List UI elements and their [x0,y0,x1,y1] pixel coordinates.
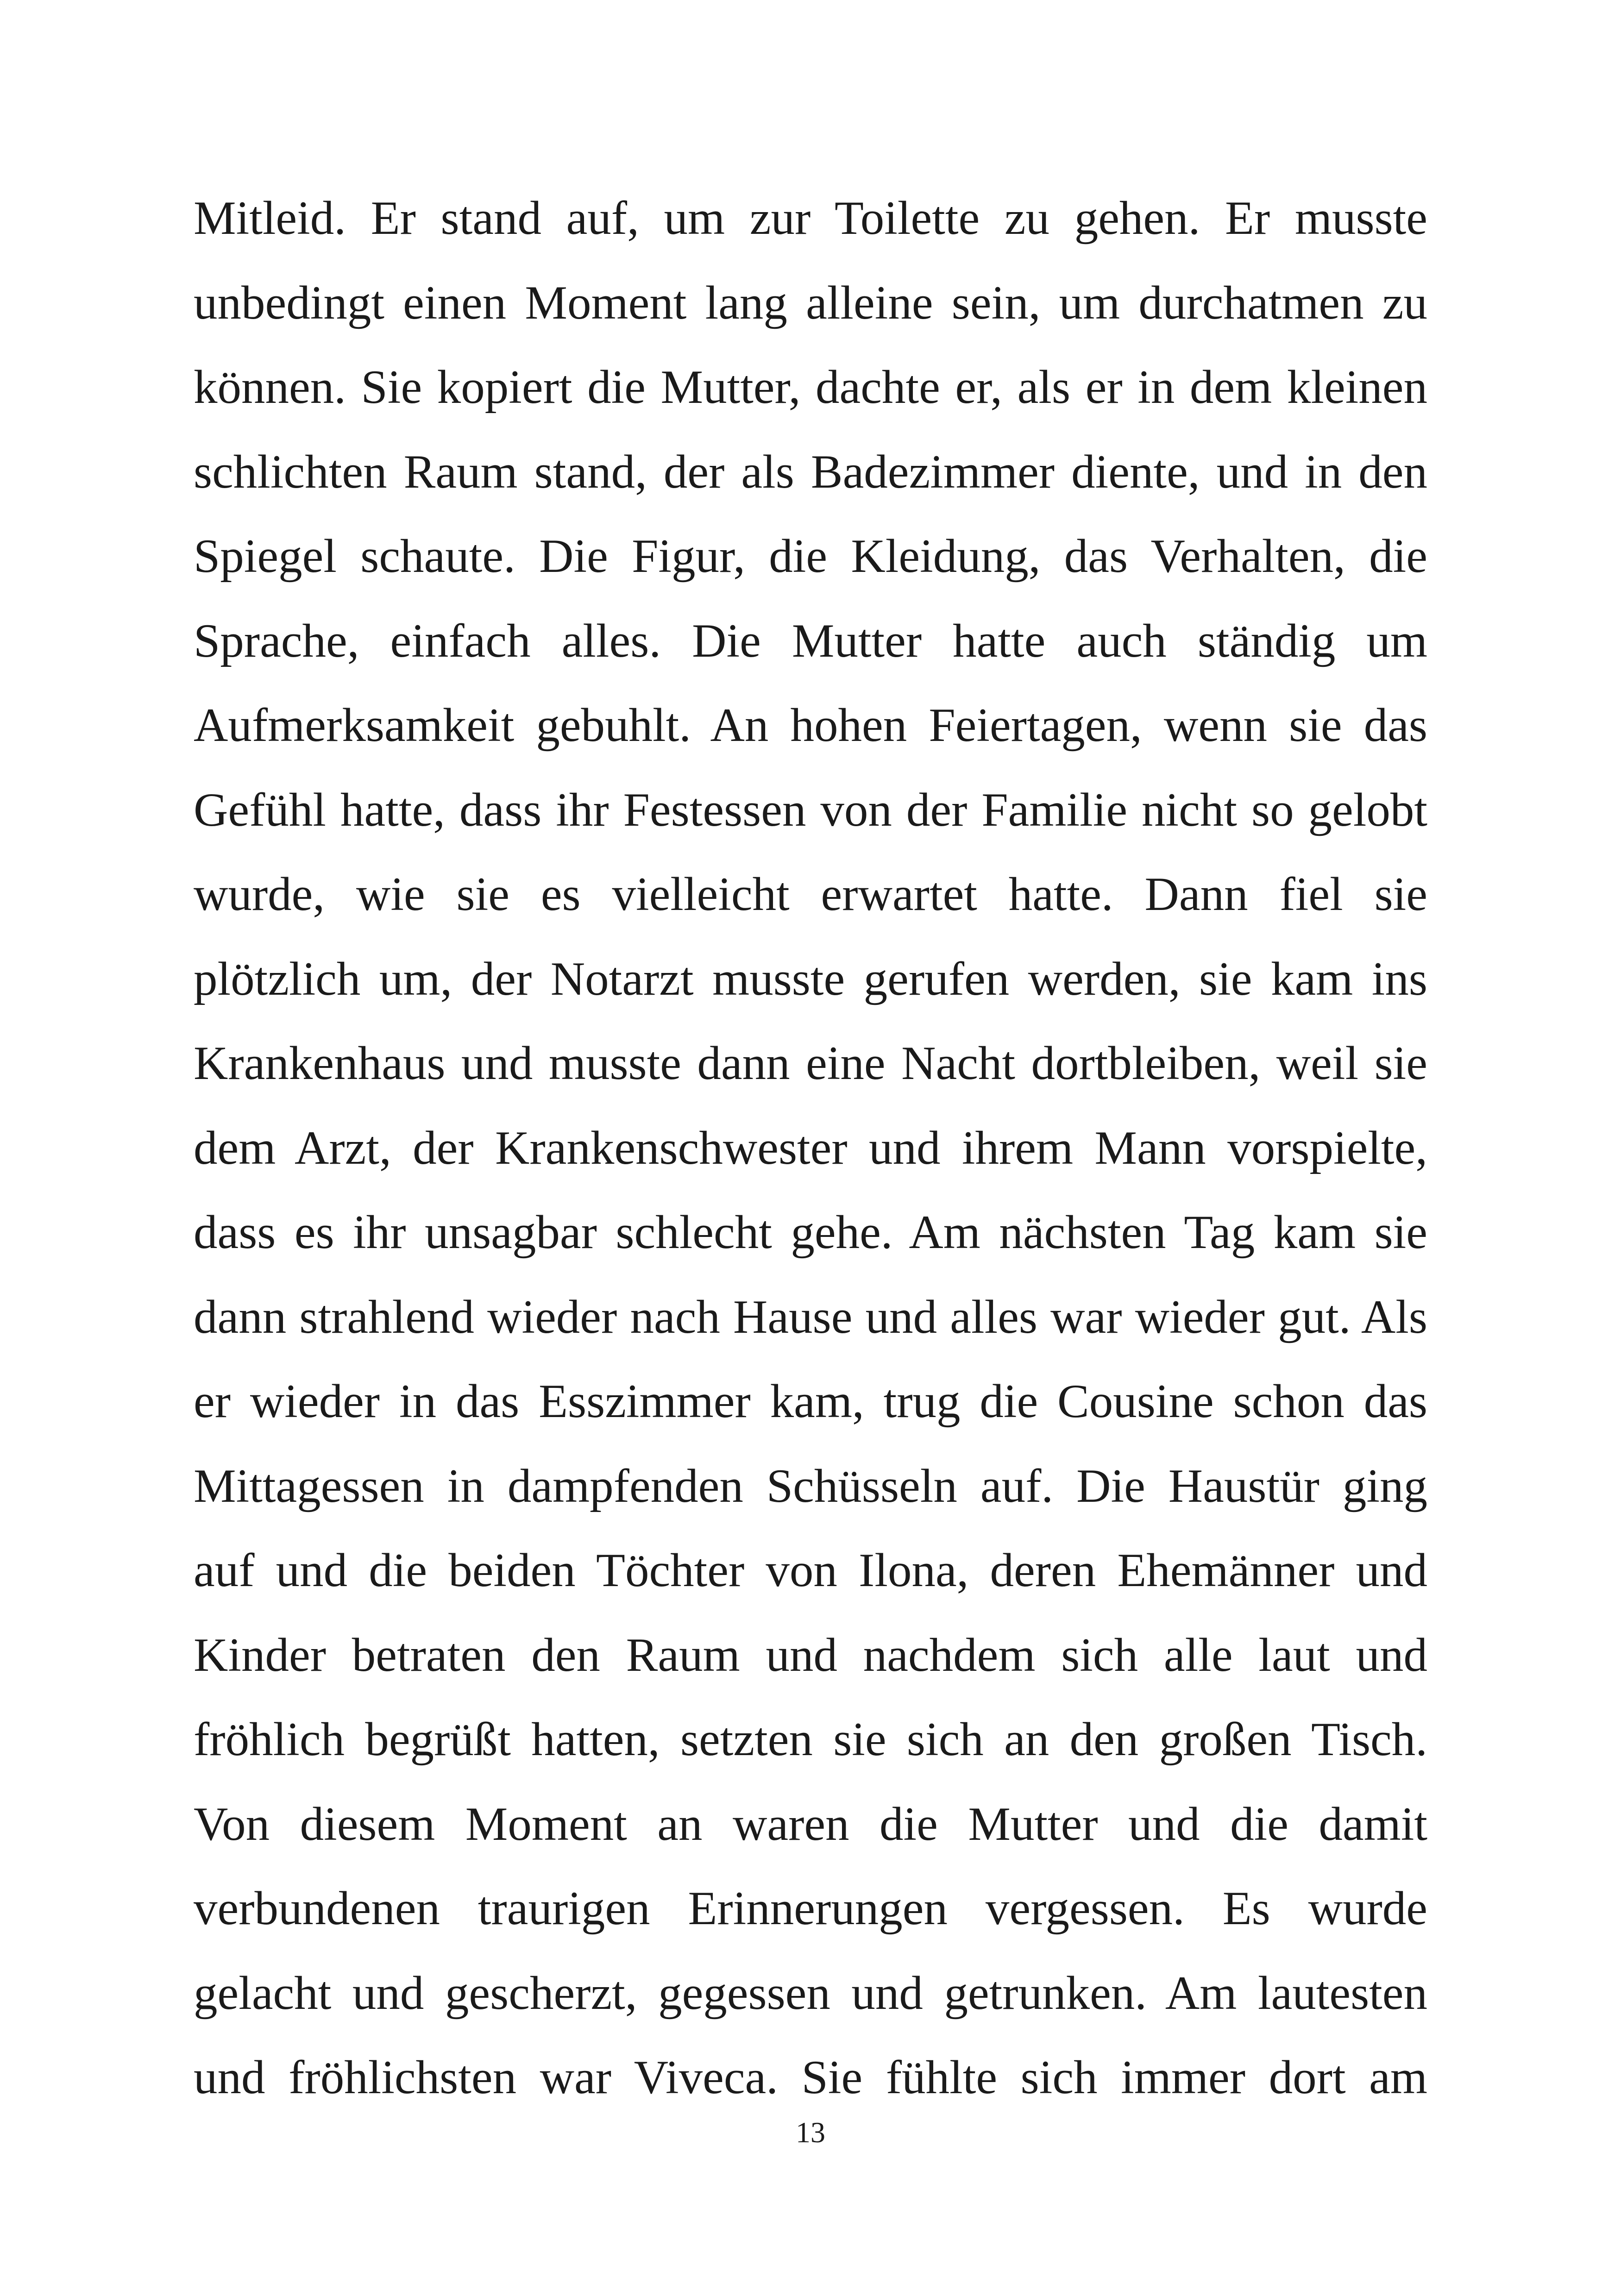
text-line: können. Sie kopiert die Mutter, dachte er, als er in dem kleinen [194,361,1427,414]
text-line: Mitleid. Er stand auf, um zur Toilette zu gehen. Er musste [194,192,1427,245]
text-line: Sprache, einfach alles. Die Mutter hatte auch ständig um [194,614,1427,667]
text-line: verbundenen traurigen Erinnerungen vergessen. Es wurde [194,1882,1427,1935]
body-text [194,176,1427,2120]
text-line: Aufmerksamkeit gebuhlt. An hohen Feiertagen, wenn sie das [194,699,1427,752]
text-line: dem Arzt, der Krankenschwester und ihrem Mann vorspielte, [194,1121,1427,1174]
text-line: fröhlich begrüßt hatten, setzten sie sich an den großen Tisch. [194,1713,1427,1766]
text-line: Mittagessen in dampfenden Schüsseln auf. Die Haustür ging [194,1459,1427,1512]
text-line: und fröhlichsten war Viveca. Sie fühlte sich immer dort am [194,2051,1427,2104]
text-line: Von diesem Moment an waren die Mutter und die damit [194,1797,1427,1851]
text-line: dass es ihr unsagbar schlecht gehe. Am nächsten Tag kam sie [194,1206,1427,1259]
page-number: 13 [796,2116,825,2149]
text-line: wurde, wie sie es vielleicht erwartet hatte. Dann fiel sie [194,868,1427,921]
text-line: Kinder betraten den Raum und nachdem sich alle laut und [194,1628,1427,1681]
text-line: plötzlich um, der Notarzt musste gerufen werden, sie kam ins [194,952,1427,1005]
text-line: Krankenhaus und musste dann eine Nacht dortbleiben, weil sie [194,1037,1427,1090]
text-line: auf und die beiden Töchter von Ilona, deren Ehemänner und [194,1544,1427,1597]
text-line: gelacht und gescherzt, gegessen und getrunken. Am lautesten [194,1966,1427,2020]
text-line: unbedingt einen Moment lang alleine sein, um durchatmen zu [194,276,1427,329]
text-line: Spiegel schaute. Die Figur, die Kleidung, das Verhalten, die [194,530,1427,583]
text-line: dann strahlend wieder nach Hause und alles war wieder gut. Als [194,1290,1427,1343]
text-line: schlichten Raum stand, der als Badezimmer diente, und in den [194,445,1427,498]
text-line: er wieder in das Esszimmer kam, trug die Cousine schon das [194,1375,1427,1428]
text-line: Gefühl hatte, dass ihr Festessen von der Familie nicht so gelobt [194,783,1427,836]
